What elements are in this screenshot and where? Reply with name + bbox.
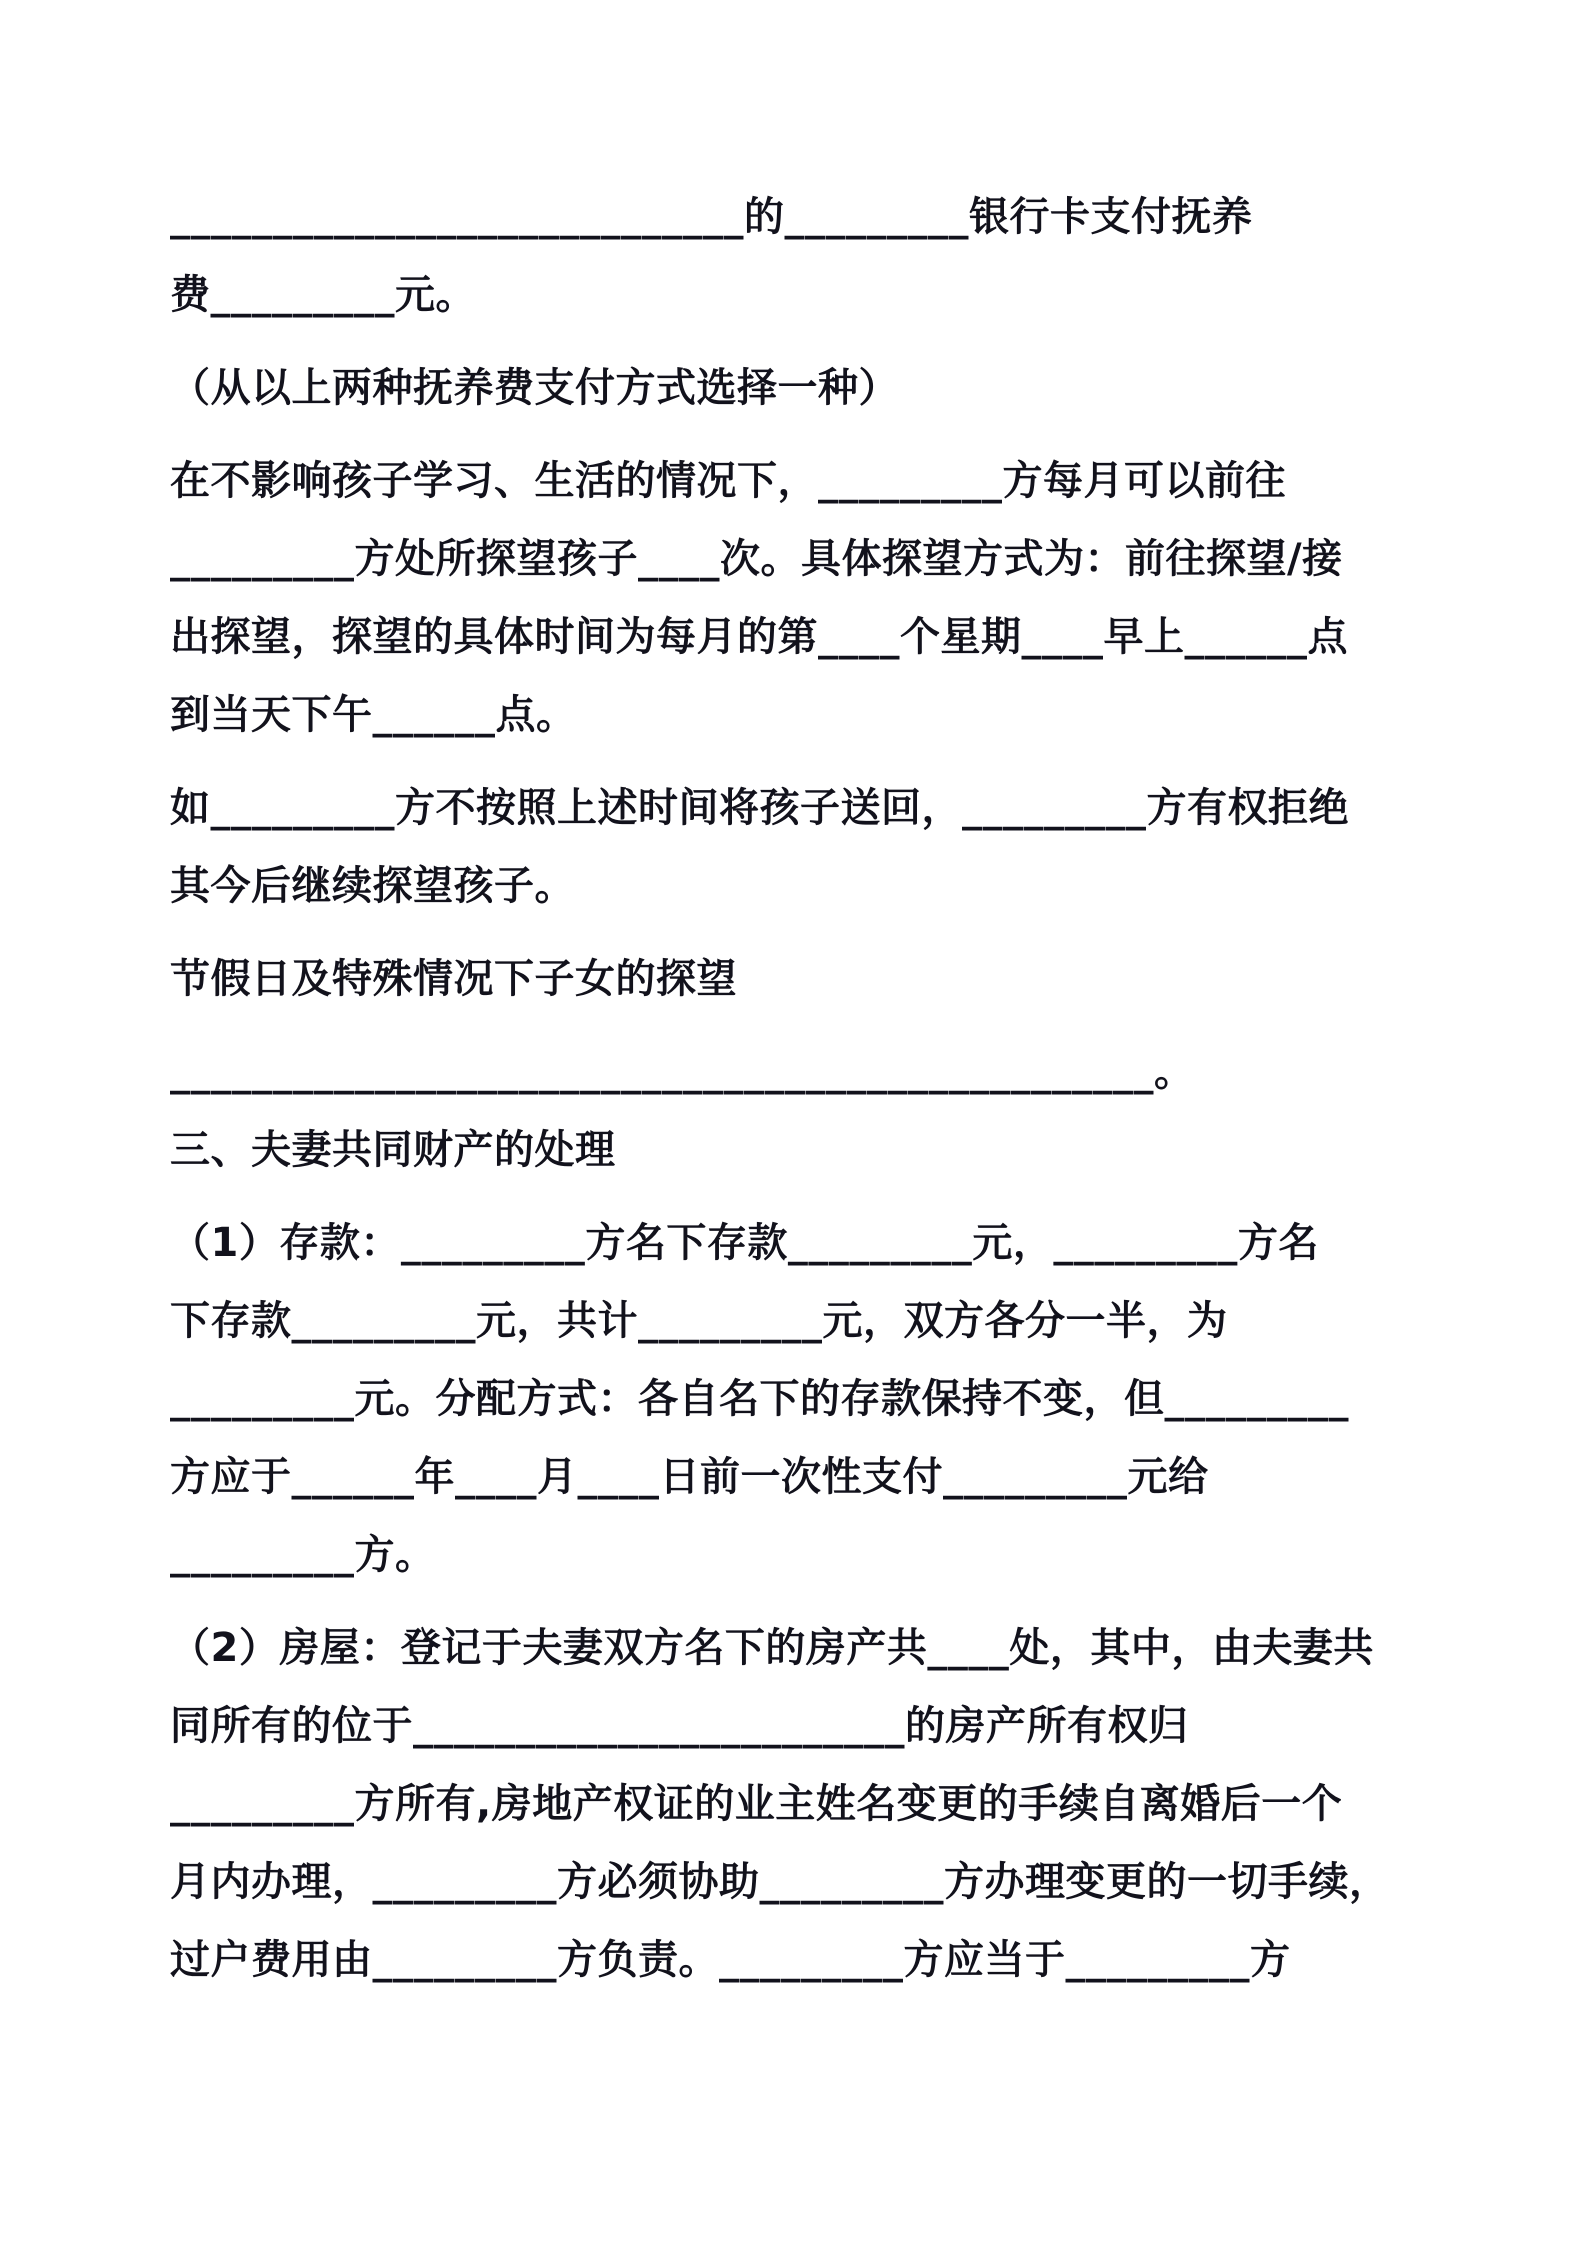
paragraph-line: 其今后继续探望孩子。 — [170, 863, 575, 909]
paragraph-line: （2）房屋：登记于夫妻双方名下的房产共____处，其中，由夫妻共 — [170, 1625, 1374, 1671]
paragraph-line: _________方所有,房地产权证的业主姓名变更的手续自离婚后一个 — [170, 1781, 1343, 1827]
paragraph-line: 费_________元。 — [170, 272, 476, 318]
section-heading-property: 三、夫妻共同财产的处理 — [170, 1127, 616, 1173]
paragraph-line: （从以上两种抚养费支付方式选择一种） — [170, 365, 899, 411]
paragraph-line: 在不影响孩子学习、生活的情况下，_________方每月可以前往 — [170, 458, 1286, 504]
paragraph-line: 下存款_________元，共计_________元，双方各分一半，为 — [170, 1298, 1228, 1344]
paragraph-line: ____________________________的_________银行卡支付抚养 — [170, 194, 1253, 240]
paragraph-line: _________方处所探望孩子____次。具体探望方式为：前往探望/接 — [170, 536, 1343, 582]
paragraph-line: 出探望，探望的具体时间为每月的第____个星期____早上______点 — [170, 614, 1348, 660]
paragraph-line: _________方。 — [170, 1532, 436, 1578]
paragraph-line: 到当天下午______点。 — [170, 692, 577, 738]
fill-in-blank-line: ________________________________________________。 — [170, 1049, 1195, 1095]
paragraph-line: _________元。分配方式：各自名下的存款保持不变，但_________ — [170, 1376, 1349, 1422]
paragraph-line: 过户费用由_________方负责。_________方应当于_________方 — [170, 1937, 1291, 1983]
paragraph-line: 月内办理，_________方必须协助_________方办理变更的一切手续， — [170, 1859, 1390, 1905]
paragraph-line: 如_________方不按照上述时间将孩子送回，_________方有权拒绝 — [170, 785, 1349, 831]
paragraph-line: 节假日及特殊情况下子女的探望 — [170, 956, 737, 1002]
paragraph-line: 同所有的位于________________________的房产所有权归 — [170, 1703, 1189, 1749]
paragraph-line: 方应于______年____月____日前一次性支付_________元给 — [170, 1454, 1209, 1500]
paragraph-line: （1）存款：_________方名下存款_________元，_________方名 — [170, 1220, 1319, 1266]
